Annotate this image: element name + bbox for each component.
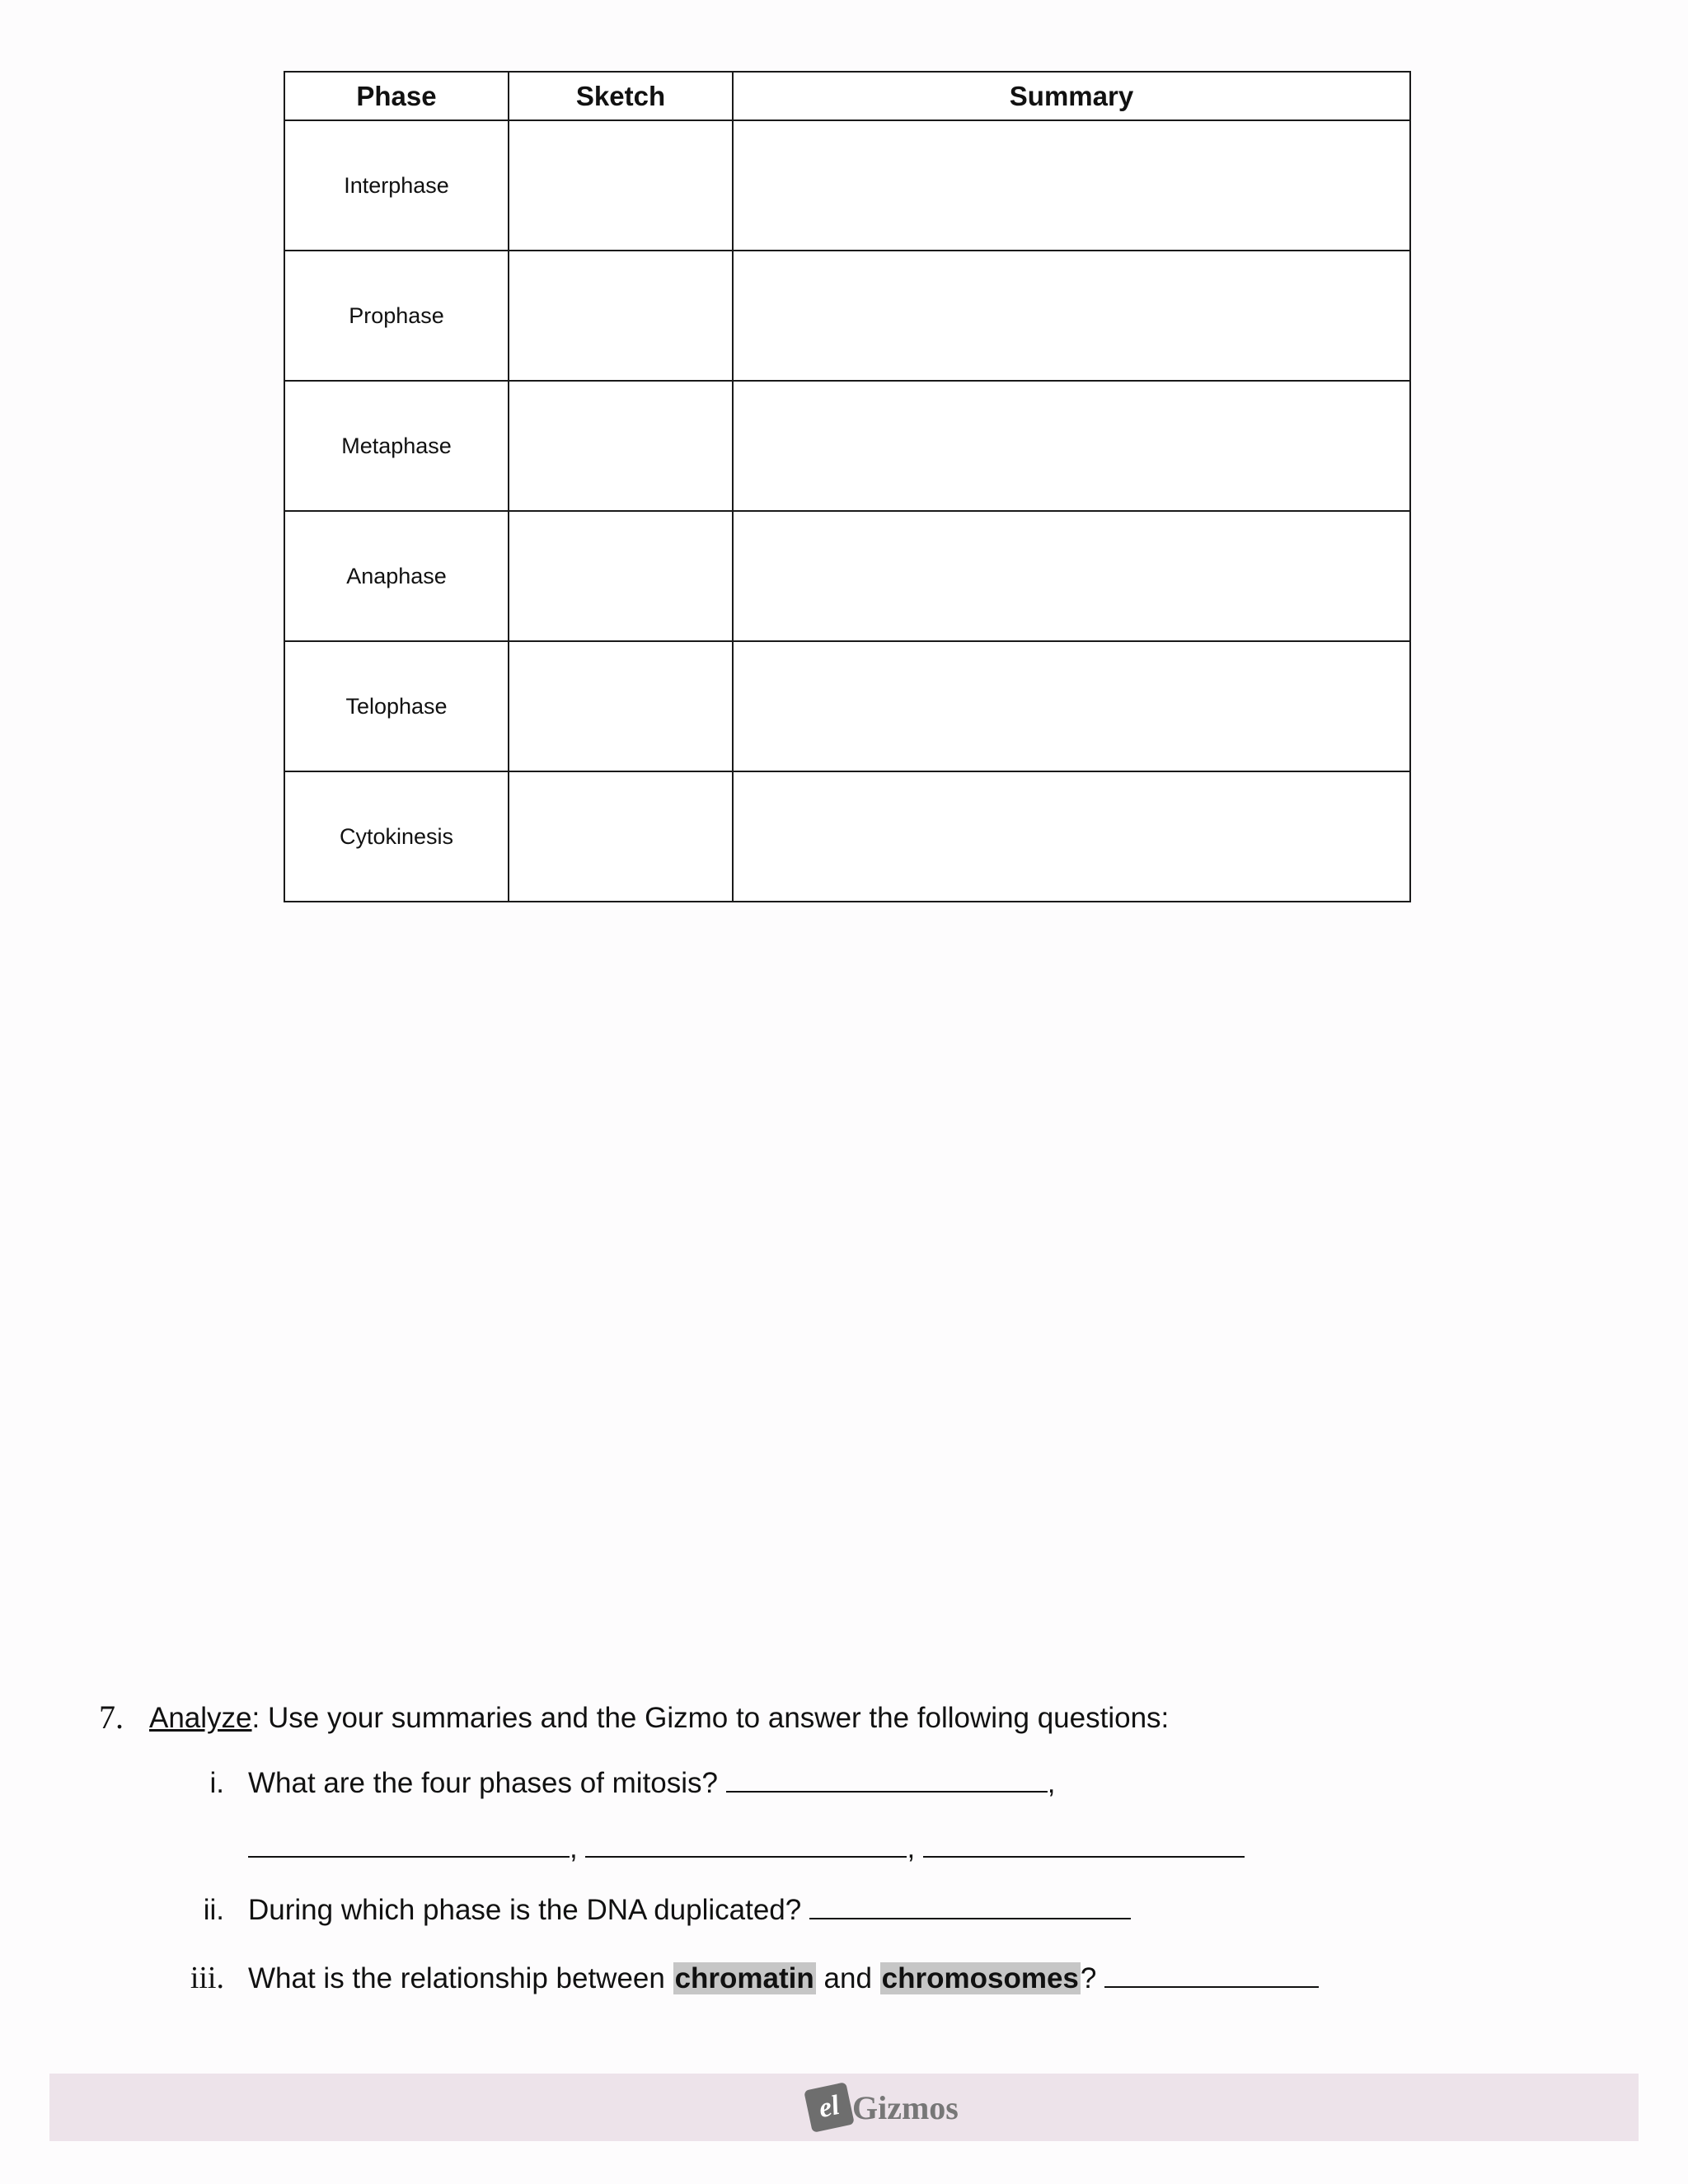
table-row (284, 641, 1410, 771)
summary-cell[interactable] (733, 771, 1410, 902)
answer-blank[interactable] (809, 1893, 1131, 1919)
sketch-cell[interactable] (509, 511, 733, 641)
phase-cell: Anaphase (284, 511, 509, 641)
term-chromosomes: chromosomes (881, 1962, 1079, 1994)
question-item-ii (248, 1893, 1131, 1928)
summary-cell[interactable] (733, 120, 1410, 251)
item-numeral-i: i. (209, 1767, 224, 1799)
analyze-label: Analyze (149, 1702, 252, 1734)
table-row (284, 251, 1410, 381)
comma: , (570, 1832, 578, 1864)
header-phase: Phase (284, 72, 509, 120)
sketch-cell[interactable] (509, 771, 733, 902)
table-row (284, 381, 1410, 511)
sketch-cell[interactable] (509, 120, 733, 251)
phase-cell: Metaphase (284, 381, 509, 511)
comma: , (907, 1832, 916, 1864)
table-row (284, 511, 1410, 641)
item-numeral-ii: ii. (203, 1894, 224, 1926)
phase-cell: Interphase (284, 120, 509, 251)
question-mark: ? (1080, 1962, 1097, 1994)
sketch-cell[interactable] (509, 381, 733, 511)
phase-cell: Prophase (284, 251, 509, 381)
item-numeral-iii: iii. (190, 1961, 224, 1995)
answer-blank[interactable] (1104, 1961, 1319, 1988)
phase-summary-table (284, 71, 1411, 902)
question-item-iii-text: What is the relationship between (248, 1962, 665, 1994)
summary-cell[interactable] (733, 381, 1410, 511)
comma: , (1047, 1767, 1056, 1799)
question-intro-text: : Use your summaries and the Gizmo to answer the following questions: (251, 1702, 1170, 1734)
sketch-cell[interactable] (509, 251, 733, 381)
question-item-i-text: What are the four phases of mitosis? (248, 1767, 718, 1799)
answer-blank[interactable] (923, 1831, 1245, 1858)
gizmos-logo-text: Gizmos (852, 2088, 959, 2126)
question-item-iii (248, 1961, 1319, 1996)
term-chromatin: chromatin (674, 1962, 814, 1994)
summary-cell[interactable] (733, 511, 1410, 641)
table-header-row (284, 72, 1410, 120)
summary-cell[interactable] (733, 251, 1410, 381)
header-summary: Summary (733, 72, 1410, 120)
footer-bar (49, 2074, 1639, 2141)
answer-blank[interactable] (726, 1766, 1048, 1793)
table-row (284, 771, 1410, 902)
answer-blanks-row (248, 1831, 1245, 1866)
answer-blank[interactable] (248, 1831, 570, 1858)
question-item-i (248, 1766, 1055, 1801)
question-item-iii-mid: and (823, 1962, 872, 1994)
question-item-ii-text: During which phase is the DNA duplicated? (248, 1894, 802, 1926)
sketch-cell[interactable] (509, 641, 733, 771)
phase-cell: Telophase (284, 641, 509, 771)
header-sketch: Sketch (509, 72, 733, 120)
phase-cell: Cytokinesis (284, 771, 509, 902)
el-logo-icon: el (804, 2082, 855, 2133)
answer-blank[interactable] (585, 1831, 907, 1858)
question-number: 7. (99, 1699, 124, 1736)
summary-cell[interactable] (733, 641, 1410, 771)
table-row (284, 120, 1410, 251)
question-intro (149, 1701, 1169, 1736)
gizmos-logo (808, 2082, 959, 2133)
